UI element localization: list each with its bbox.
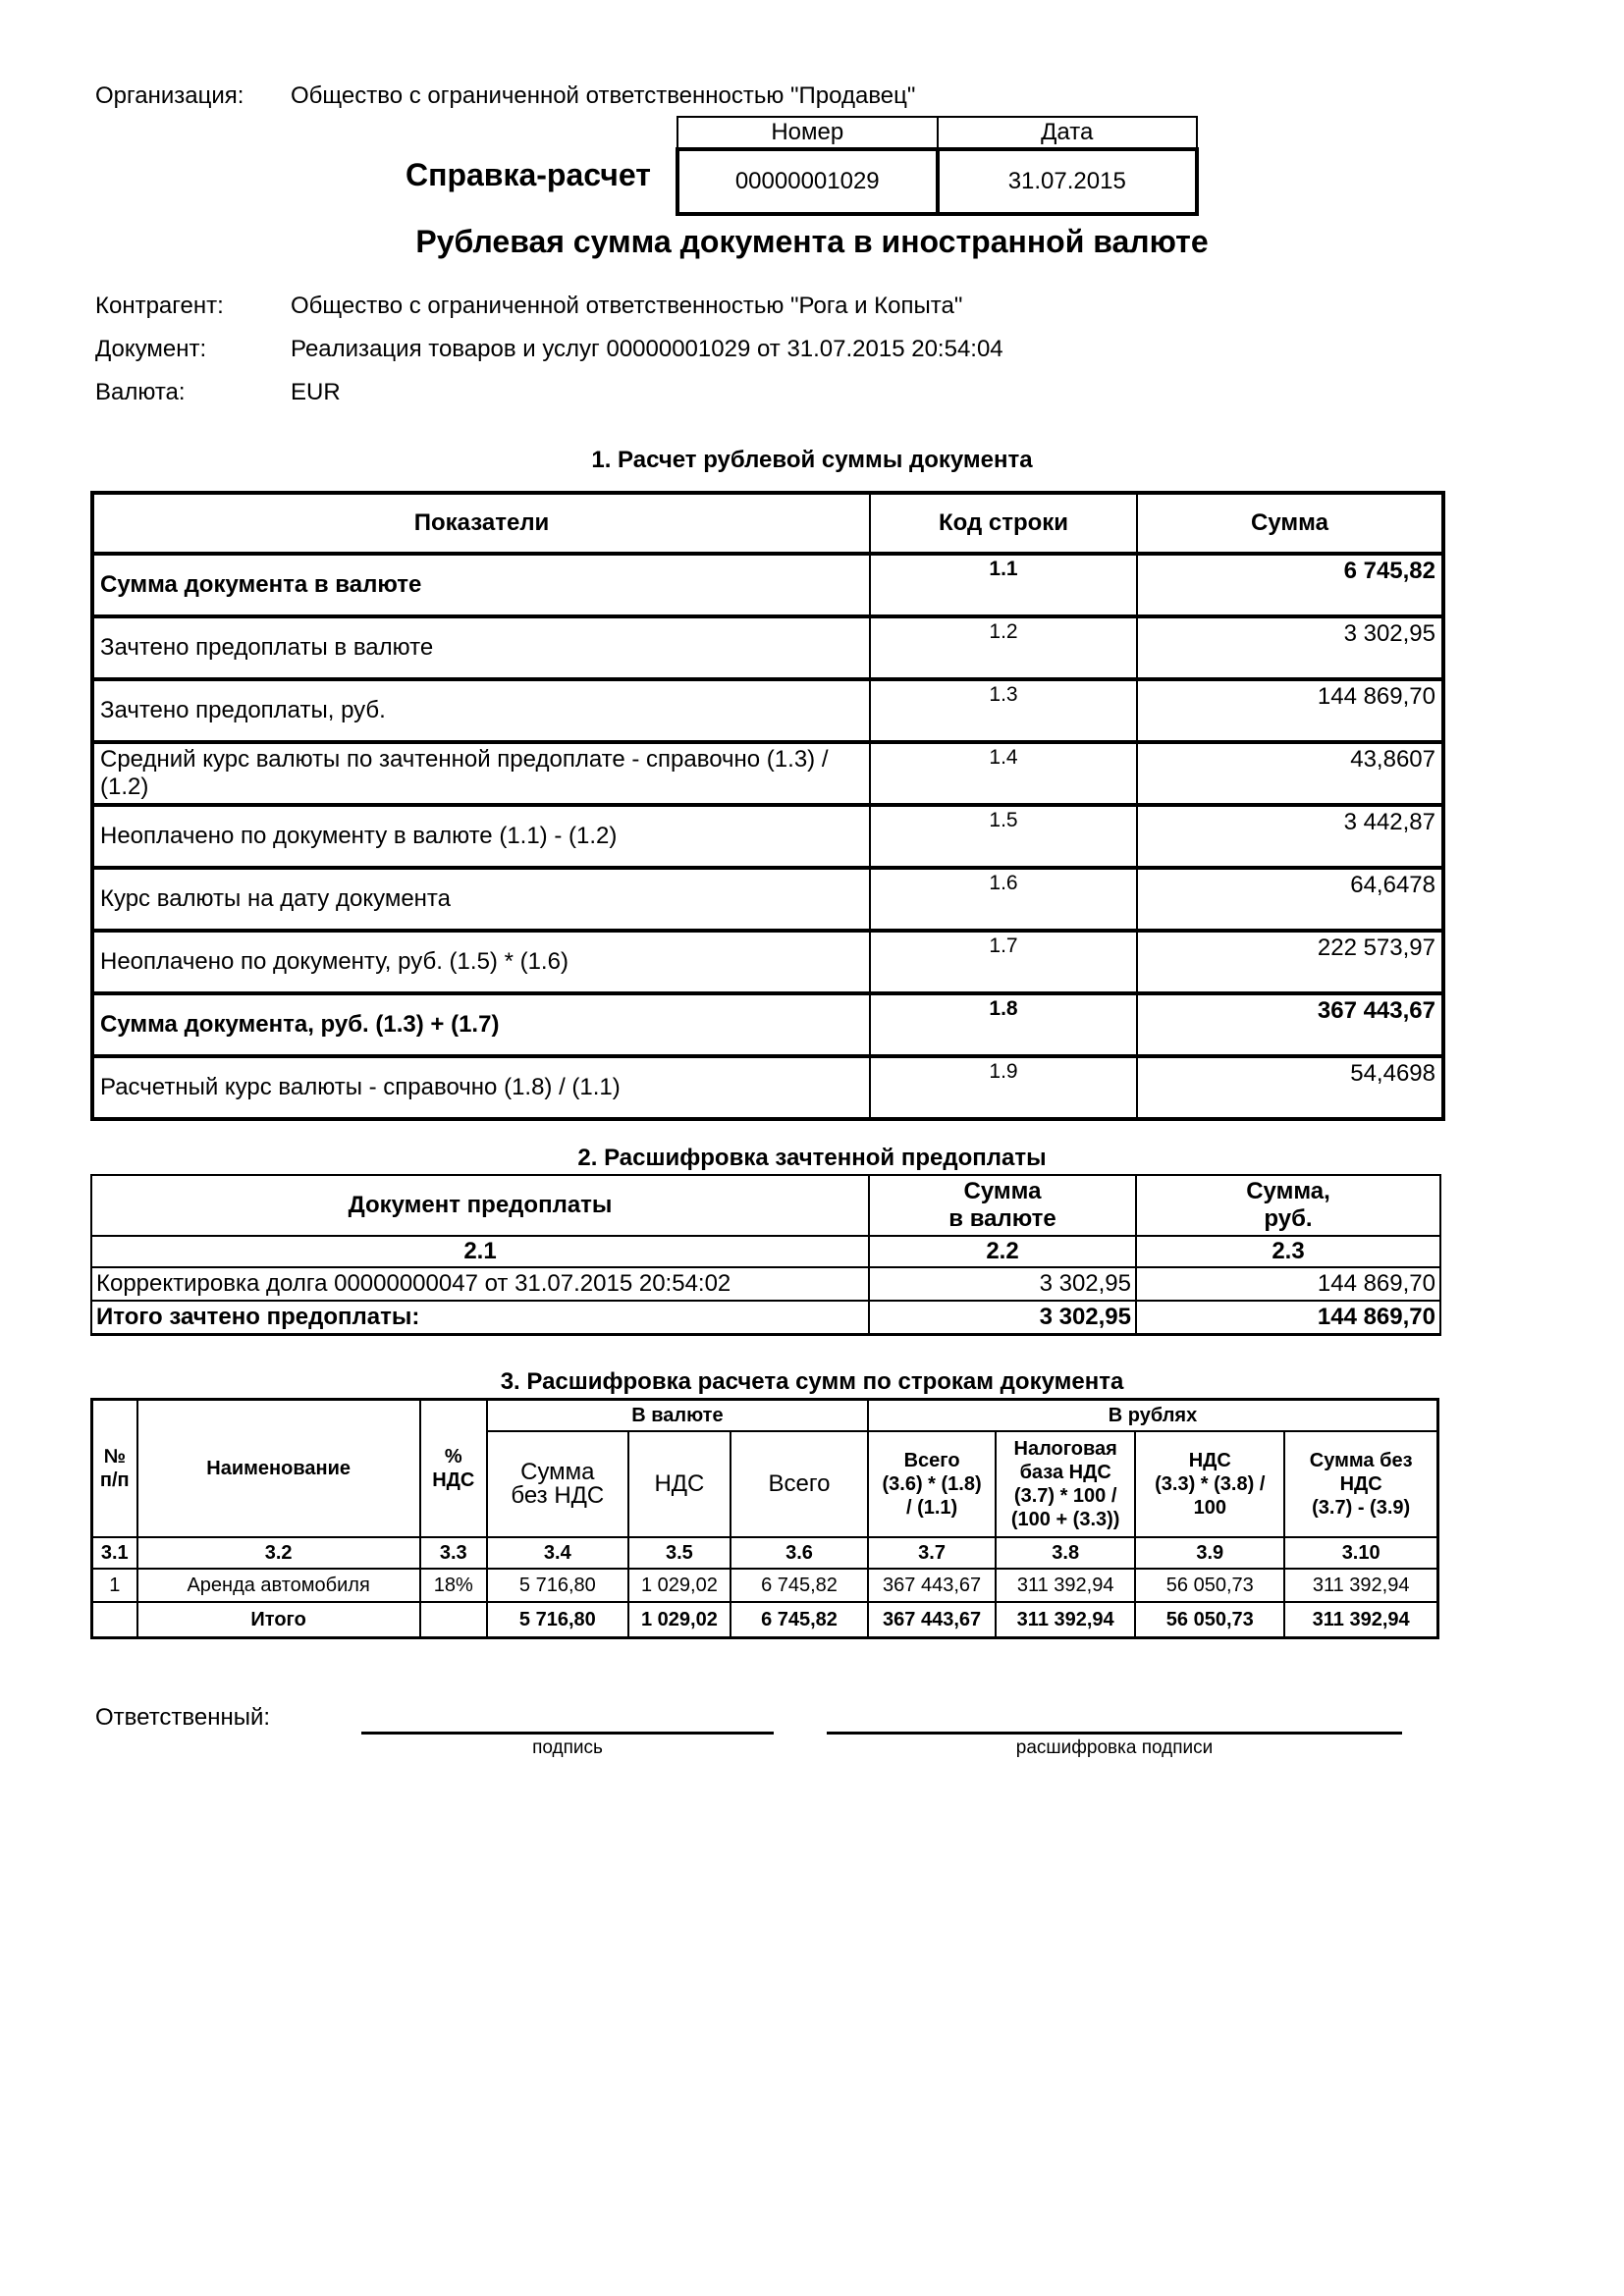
table-row	[92, 931, 1443, 993]
number-date-box	[676, 116, 1199, 216]
col-header-sum-novat-l1: Сумма	[520, 1458, 595, 1485]
col-header-prepay-doc: Документ предоплаты	[91, 1175, 869, 1236]
signature-line	[361, 1732, 774, 1735]
prepay-doc: Корректировка долга 00000000047 от 31.07.2015 20:54:02	[91, 1267, 869, 1301]
col-header-vat: НДС	[628, 1431, 731, 1537]
cell: 1 029,02	[628, 1602, 731, 1638]
table-row	[92, 993, 1443, 1056]
indicator-cell: Курс валюты на дату документа	[92, 868, 870, 931]
indicator-cell: Сумма документа в валюте	[92, 554, 870, 616]
table-row	[92, 679, 1443, 742]
signature-caption: подпись	[532, 1737, 603, 1758]
table-row	[92, 1569, 1438, 1602]
table-row	[92, 868, 1443, 931]
code-cell: 1.2	[870, 616, 1137, 679]
col-num: 3.6	[731, 1537, 868, 1569]
col-header-vat-rate-l1: %	[444, 1445, 462, 1468]
col-header-taxbase-l4: (100 + (3.3))	[1010, 1508, 1120, 1530]
sum-cell: 43,8607	[1137, 742, 1443, 805]
col-header-rub-novat-l3: (3.7) - (3.9)	[1312, 1496, 1411, 1519]
col-header-taxbase	[996, 1431, 1135, 1537]
doc-number: 00000001029	[677, 149, 938, 214]
col-num: 3.5	[628, 1537, 731, 1569]
col-header-taxbase-l2: база НДС	[1019, 1461, 1111, 1483]
col-header-sum-currency-l1: Сумма	[963, 1178, 1042, 1204]
doc-date: 31.07.2015	[938, 149, 1198, 214]
col-header-sum-currency	[869, 1175, 1136, 1236]
date-label: Дата	[938, 117, 1198, 149]
total-row	[91, 1301, 1440, 1335]
table-row	[92, 1056, 1443, 1119]
col-header-rub-total-l2: (3.6) * (1.8)	[882, 1472, 982, 1495]
col-header-taxbase-l1: Налоговая	[1013, 1437, 1117, 1460]
document-label: Документ:	[95, 336, 207, 362]
total-label: Итого зачтено предоплаты:	[91, 1301, 869, 1335]
col-num: 3.1	[92, 1537, 137, 1569]
total-sum-currency: 3 302,95	[869, 1301, 1136, 1335]
cell: Итого	[137, 1602, 420, 1638]
col-num: 3.4	[487, 1537, 628, 1569]
signature-decode-line	[827, 1732, 1402, 1735]
sum-cell: 6 745,82	[1137, 554, 1443, 616]
indicator-cell: Неоплачено по документу в валюте (1.1) - (1.2)	[92, 805, 870, 868]
cell	[420, 1602, 487, 1638]
cell: Аренда автомобиля	[137, 1569, 420, 1602]
indicator-cell: Расчетный курс валюты - справочно (1.8) / (1.1)	[92, 1056, 870, 1119]
code-cell: 1.9	[870, 1056, 1137, 1119]
col-header-sum: Сумма	[1137, 493, 1443, 554]
col-header-vat-rate-l2: НДС	[432, 1468, 475, 1491]
col-header-rub-total	[868, 1431, 996, 1537]
table-row	[91, 1267, 1440, 1301]
col-num: 3.10	[1284, 1537, 1437, 1569]
sum-cell: 3 442,87	[1137, 805, 1443, 868]
prepay-sum-currency: 3 302,95	[869, 1267, 1136, 1301]
sum-cell: 3 302,95	[1137, 616, 1443, 679]
col-num: 3.3	[420, 1537, 487, 1569]
col-group-rub: В рублях	[868, 1400, 1437, 1431]
cell: 311 392,94	[1284, 1602, 1437, 1638]
cell: 6 745,82	[731, 1602, 868, 1638]
sum-cell: 64,6478	[1137, 868, 1443, 931]
calculation-table	[90, 491, 1445, 1121]
document-value: Реализация товаров и услуг 00000001029 от 31.07.2015 20:54:04	[291, 336, 1003, 362]
col-group-currency: В валюте	[487, 1400, 868, 1431]
code-cell: 1.5	[870, 805, 1137, 868]
col-header-vat-rate	[420, 1400, 487, 1537]
currency-label: Валюта:	[95, 379, 186, 405]
lines-table	[90, 1398, 1439, 1639]
number-label: Номер	[677, 117, 938, 149]
org-label: Организация:	[95, 82, 244, 109]
code-cell: 1.1	[870, 554, 1137, 616]
doc-type-title: Справка-расчет	[406, 157, 651, 192]
cell: 1	[92, 1569, 137, 1602]
col-num: 2.3	[1136, 1236, 1440, 1267]
col-header-rub-novat-l2: НДС	[1339, 1472, 1382, 1495]
cell: 18%	[420, 1569, 487, 1602]
cell: 367 443,67	[868, 1569, 996, 1602]
cell: 311 392,94	[1284, 1569, 1437, 1602]
page-title: Рублевая сумма документа в иностранной валюте	[415, 224, 1209, 259]
col-header-no	[92, 1400, 137, 1537]
cell: 6 745,82	[731, 1569, 868, 1602]
code-cell: 1.6	[870, 868, 1137, 931]
col-header-sum-rub	[1136, 1175, 1440, 1236]
section1-title: 1. Расчет рублевой суммы документа	[591, 447, 1033, 473]
sum-cell: 367 443,67	[1137, 993, 1443, 1056]
col-header-rub-total-l1: Всего	[903, 1449, 960, 1471]
code-cell: 1.4	[870, 742, 1137, 805]
cell: 311 392,94	[996, 1569, 1135, 1602]
col-header-name: Наименование	[137, 1400, 420, 1537]
col-header-sum-currency-l2: в валюте	[948, 1205, 1056, 1232]
col-header-rub-vat-l3: 100	[1193, 1496, 1226, 1519]
signature-decode-caption: расшифровка подписи	[1015, 1737, 1214, 1758]
col-header-rub-novat-l1: Сумма без	[1309, 1449, 1413, 1471]
code-cell: 1.7	[870, 931, 1137, 993]
cell: 56 050,73	[1135, 1602, 1284, 1638]
code-cell: 1.8	[870, 993, 1137, 1056]
indicator-cell: Средний курс валюты по зачтенной предоплате - справочно (1.3) / (1.2)	[92, 742, 870, 805]
sum-cell: 54,4698	[1137, 1056, 1443, 1119]
col-header-taxbase-l3: (3.7) * 100 /	[1013, 1484, 1117, 1507]
section2-title: 2. Расшифровка зачтенной предоплаты	[577, 1145, 1047, 1171]
responsible-label: Ответственный:	[95, 1704, 271, 1731]
cell: 5 716,80	[487, 1602, 628, 1638]
cell	[92, 1602, 137, 1638]
cell: 367 443,67	[868, 1602, 996, 1638]
col-header-no-l2: п/п	[99, 1468, 130, 1491]
col-header-indicators: Показатели	[92, 493, 870, 554]
total-row	[92, 1602, 1438, 1638]
col-header-rub-vat-l1: НДС	[1188, 1449, 1231, 1471]
total-sum-rub: 144 869,70	[1136, 1301, 1440, 1335]
table-row	[92, 742, 1443, 805]
counterparty-label: Контрагент:	[95, 293, 224, 319]
col-header-no-l1: №	[103, 1445, 126, 1468]
table-row	[92, 616, 1443, 679]
indicator-cell: Зачтено предоплаты, руб.	[92, 679, 870, 742]
currency-value: EUR	[291, 379, 341, 405]
code-cell: 1.3	[870, 679, 1137, 742]
col-header-sum-novat	[487, 1431, 628, 1537]
col-header-rub-novat	[1284, 1431, 1437, 1537]
indicator-cell: Сумма документа, руб. (1.3) + (1.7)	[92, 993, 870, 1056]
col-header-sum-rub-l1: Сумма,	[1246, 1178, 1330, 1204]
table-row	[92, 805, 1443, 868]
col-num: 3.7	[868, 1537, 996, 1569]
indicator-cell: Зачтено предоплаты в валюте	[92, 616, 870, 679]
sum-cell: 222 573,97	[1137, 931, 1443, 993]
col-num: 3.8	[996, 1537, 1135, 1569]
cell: 311 392,94	[996, 1602, 1135, 1638]
org-value: Общество с ограниченной ответственностью "Продавец"	[291, 82, 916, 109]
prepay-sum-rub: 144 869,70	[1136, 1267, 1440, 1301]
cell: 56 050,73	[1135, 1569, 1284, 1602]
table-row	[92, 554, 1443, 616]
col-num: 2.1	[91, 1236, 869, 1267]
col-header-sum-novat-l2: без НДС	[511, 1481, 605, 1509]
cell: 5 716,80	[487, 1569, 628, 1602]
cell: 1 029,02	[628, 1569, 731, 1602]
col-header-rub-total-l3: / (1.1)	[905, 1496, 958, 1519]
sum-cell: 144 869,70	[1137, 679, 1443, 742]
col-header-rub-vat	[1135, 1431, 1284, 1537]
col-header-sum-rub-l2: руб.	[1264, 1205, 1313, 1232]
col-header-rub-vat-l2: (3.3) * (3.8) /	[1155, 1472, 1266, 1495]
section3-title: 3. Расшифровка расчета сумм по строкам документа	[500, 1368, 1124, 1395]
col-header-total: Всего	[731, 1431, 868, 1537]
col-num: 2.2	[869, 1236, 1136, 1267]
col-header-code: Код строки	[870, 493, 1137, 554]
col-num: 3.2	[137, 1537, 420, 1569]
counterparty-value: Общество с ограниченной ответственностью "Рога и Копыта"	[291, 293, 963, 319]
prepayment-table	[90, 1174, 1441, 1336]
col-num: 3.9	[1135, 1537, 1284, 1569]
indicator-cell: Неоплачено по документу, руб. (1.5) * (1.6)	[92, 931, 870, 993]
